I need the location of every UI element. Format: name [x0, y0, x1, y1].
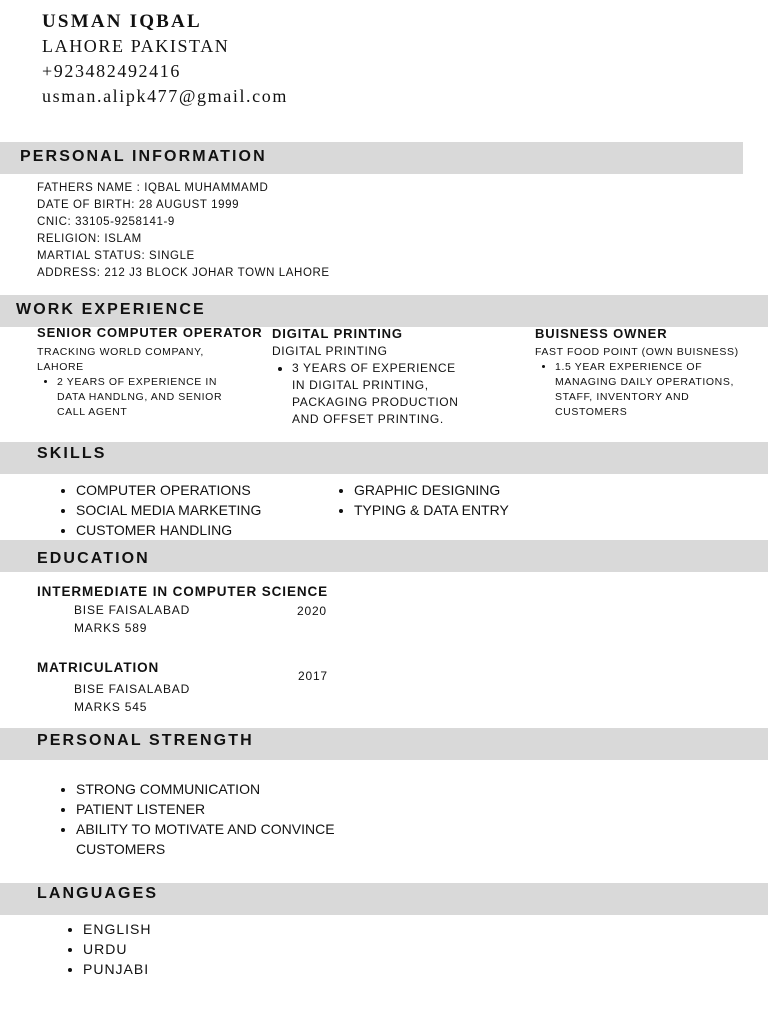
cnic-line: CNIC: 33105-9258141-9	[37, 216, 175, 228]
languages-list	[45, 919, 151, 979]
candidate-email: usman.alipk477@gmail.com	[42, 86, 288, 106]
education-degree: INTERMEDIATE IN COMPUTER SCIENCE	[37, 584, 329, 599]
candidate-location: LAHORE PAKISTAN	[42, 36, 230, 56]
strength-item: • STRONG COMMUNICATION	[76, 779, 336, 799]
job-entry	[37, 324, 263, 420]
job-bullet: • 3 YEARS OF EXPERIENCE IN DIGITAL PRINTING, PACKAGING PRODUCTION AND OFFSET PRINTING.	[292, 360, 472, 428]
education-year: 2020	[297, 604, 327, 618]
skill-item: • CUSTOMER HANDLING	[76, 520, 261, 540]
languages-band	[0, 883, 768, 915]
job-bullet: • 2 YEARS OF EXPERIENCE IN DATA HANDLNG, AND SENIOR CALL AGENT	[57, 375, 227, 420]
skill-item: • COMPUTER OPERATIONS	[76, 480, 261, 500]
language-item: • ENGLISH	[83, 919, 151, 939]
strength-item: • ABILITY TO MOTIVATE AND CONVINCE CUSTOMERS	[76, 819, 336, 859]
strength-item: • PATIENT LISTENER	[76, 799, 336, 819]
job-bullets	[535, 360, 735, 420]
job-bullets	[272, 360, 472, 428]
education-board: BISE FAISALABAD	[74, 682, 191, 696]
education-marks: MARKS 589	[74, 621, 148, 635]
education-year: 2017	[298, 669, 328, 683]
skills-heading: SKILLS	[37, 445, 107, 462]
education-marks: MARKS 545	[74, 700, 148, 714]
candidate-phone: +923482492416	[42, 61, 181, 81]
job-bullets	[37, 375, 227, 420]
skills-band	[0, 442, 768, 474]
work-experience-heading: WORK EXPERIENCE	[16, 301, 206, 318]
education-heading: EDUCATION	[37, 550, 150, 567]
skills-list-left	[38, 480, 261, 540]
personal-info-band	[0, 142, 743, 174]
language-item: • PUNJABI	[83, 959, 151, 979]
job-bullet: • 1.5 YEAR EXPERIENCE OF MANAGING DAILY OPERATIONS, STAFF, INVENTORY AND CUSTOMERS	[555, 360, 735, 420]
education-band	[0, 540, 768, 572]
job-title: DIGITAL PRINTING	[272, 326, 403, 341]
skill-item: • TYPING & DATA ENTRY	[354, 500, 509, 520]
personal-info-heading: PERSONAL INFORMATION	[20, 148, 267, 165]
skill-item: • GRAPHIC DESIGNING	[354, 480, 509, 500]
personal-strength-band	[0, 728, 768, 760]
job-company: DIGITAL PRINTING	[272, 344, 388, 358]
address-line: ADDRESS: 212 J3 BLOCK JOHAR TOWN LAHORE	[37, 267, 330, 279]
strength-list	[38, 779, 336, 859]
job-entry	[535, 325, 740, 420]
personal-info-list	[37, 180, 330, 282]
date-of-birth-line: DATE OF BIRTH: 28 AUGUST 1999	[37, 199, 240, 211]
job-entry	[272, 325, 472, 428]
education-board: BISE FAISALABAD	[74, 603, 191, 617]
marital-status-line: MARTIAL STATUS: SINGLE	[37, 250, 195, 262]
skill-item: • SOCIAL MEDIA MARKETING	[76, 500, 261, 520]
candidate-name: USMAN IQBAL	[42, 11, 202, 32]
skills-list-right	[316, 480, 509, 520]
job-company: TRACKING WORLD COMPANY, LAHORE	[37, 346, 204, 373]
work-experience-band	[0, 295, 768, 327]
job-title: SENIOR COMPUTER OPERATOR	[37, 325, 263, 340]
languages-heading: LANGUAGES	[37, 885, 159, 902]
personal-strength-heading: PERSONAL STRENGTH	[37, 732, 254, 749]
education-degree: MATRICULATION	[37, 660, 160, 675]
job-title: BUISNESS OWNER	[535, 326, 668, 341]
language-item: • URDU	[83, 939, 151, 959]
religion-line: RELIGION: ISLAM	[37, 233, 142, 245]
fathers-name-line: FATHERS NAME : IQBAL MUHAMMAMD	[37, 182, 269, 194]
job-company: FAST FOOD POINT (OWN BUISNESS)	[535, 346, 739, 358]
